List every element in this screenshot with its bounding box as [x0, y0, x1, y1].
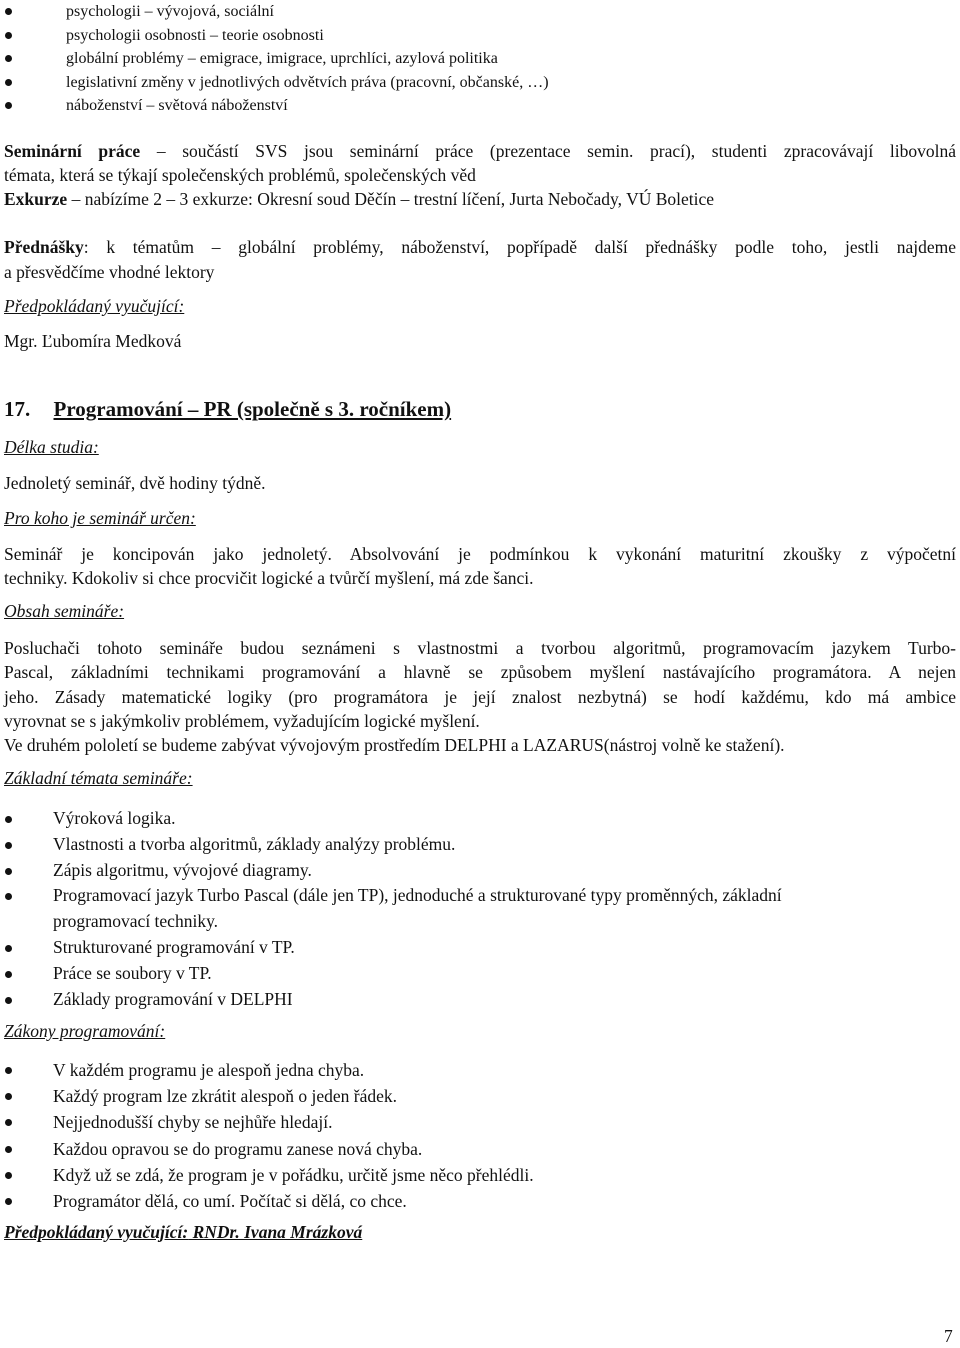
delka-studia-heading: Délka studia: [4, 437, 99, 457]
obsah-paragraph [4, 636, 956, 757]
paragraph-line: jeho. Zásady matematické logiky (pro programátora je její znalost nezbytná) se hodí každému, kdo má ambice [4, 686, 956, 707]
list-item: Strukturované programování v TP. [0, 935, 953, 961]
list-item: Práce se soubory v TP. [0, 961, 953, 987]
exkurze-line: Exkurze – nabízíme 2 – 3 exkurze: Okresní soud Děčín – trestní líčení, Jurta Nebočady, VÚ Boletice [4, 189, 715, 209]
list-item: psychologii osobnosti – teorie osobnosti [0, 24, 549, 48]
paragraph-line: Ve druhém pololetí se budeme zabývat vývojovým prostředím DELPHI a LAZARUS(nástroj volně ke stažení). [4, 735, 785, 756]
paragraph-line: Přednášky: k tématům – globální problémy, náboženství, popřípadě další přednášky podle toho, jestli najdeme [4, 237, 956, 257]
section-number: 17. [4, 397, 31, 421]
prednasky-paragraph [4, 235, 956, 284]
paragraph-line: Seminární práce – součástí SVS jsou seminární práce (prezentace semin. prací), studenti zpracovávají libovolná [4, 141, 956, 161]
paragraph-line: Pascal, základními technikami programování a hlavně se způsobem myšlení nastávajícího programátora. A nejen [4, 662, 956, 683]
list-item: Výroková logika. [0, 806, 953, 832]
teacher-name: RNDr. Ivana Mrázková [188, 1222, 363, 1242]
paragraph-line: Seminář je koncipován jako jednoletý. Absolvování je podmínkou k vykonání maturitní zkoušky z výpočetní [4, 544, 956, 564]
zakladni-temata-list [0, 806, 953, 1012]
zakladni-temata-heading: Základní témata semináře: [4, 768, 193, 788]
delka-studia-text: Jednoletý seminář, dvě hodiny týdně. [4, 473, 266, 493]
prednasky-label: Přednášky [4, 237, 84, 257]
list-item: Zápis algoritmu, vývojové diagramy. [0, 858, 953, 884]
list-item: Programátor dělá, co umí. Počítač si dělá, co chce. [0, 1188, 953, 1214]
list-item: V každém programu je alespoň jedna chyba. [0, 1057, 953, 1083]
list-item: Každý program lze zkrátit alespoň o jeden řádek. [0, 1083, 953, 1109]
list-item: Programovací jazyk Turbo Pascal (dále jen TP), jednoduché a strukturované typy proměnných, základní programovací techniky. [0, 883, 953, 935]
top-bullet-list [0, 0, 549, 118]
teacher-name: Mgr. Ľubomíra Medková [4, 331, 182, 351]
page-number: 7 [944, 1326, 953, 1346]
list-item: psychologii – vývojová, sociální [0, 0, 549, 24]
list-item: Vlastnosti a tvorba algoritmů, základy analýzy problému. [0, 832, 953, 858]
paragraph-line: a přesvědčíme vhodné lektory [4, 261, 215, 282]
list-item: Základy programování v DELPHI [0, 987, 953, 1013]
list-item: Když už se zdá, že program je v pořádku, určitě jsme něco přehlédli. [0, 1162, 953, 1188]
pro-koho-paragraph [4, 542, 956, 590]
zakony-programovani-heading: Zákony programování: [4, 1021, 166, 1041]
predpokladany-label: Předpokládaný vyučující: [4, 1222, 189, 1242]
obsah-seminare-heading: Obsah semináře: [4, 601, 125, 621]
exkurze-label: Exkurze [4, 189, 68, 209]
paragraph-line: témata, která se týkají společenských problémů, společenských věd [4, 165, 476, 185]
predpokladany-vyucujici-footer [4, 1222, 362, 1243]
list-item: legislativní změny v jednotlivých odvětvích práva (pracovní, občanské, …) [0, 71, 549, 95]
list-item: náboženství – světová náboženství [0, 94, 549, 118]
paragraph-line: Posluchači tohoto semináře budou seznámeni s vlastnostmi a tvorbou algoritmů, programovacím jazykem Turbo- [4, 638, 956, 658]
pro-koho-heading: Pro koho je seminář určen: [4, 508, 196, 528]
list-item: Nejjednodušší chyby se nejhůře hledají. [0, 1109, 953, 1135]
section-title: Programování – PR (společně s 3. ročníkem) [53, 397, 452, 421]
predpokladany-vyucujici-heading: Předpokládaný vyučující: [4, 296, 185, 316]
list-item: Každou opravou se do programu zanese nová chyba. [0, 1136, 953, 1162]
seminarni-prace-label: Seminární práce [4, 141, 141, 161]
list-item: globální problémy – emigrace, imigrace, uprchlíci, azylová politika [0, 47, 549, 71]
seminarni-prace-paragraph [4, 139, 956, 211]
paragraph-line: vyrovnat se s jakýmkoliv problémem, vyžadujícím logické myšlení. [4, 710, 480, 731]
section-heading [4, 397, 451, 422]
paragraph-line: techniky. Kdokoliv si chce procvičit logické a tvůrčí myšlení, má zde šanci. [4, 568, 534, 588]
zakony-list [0, 1057, 953, 1214]
